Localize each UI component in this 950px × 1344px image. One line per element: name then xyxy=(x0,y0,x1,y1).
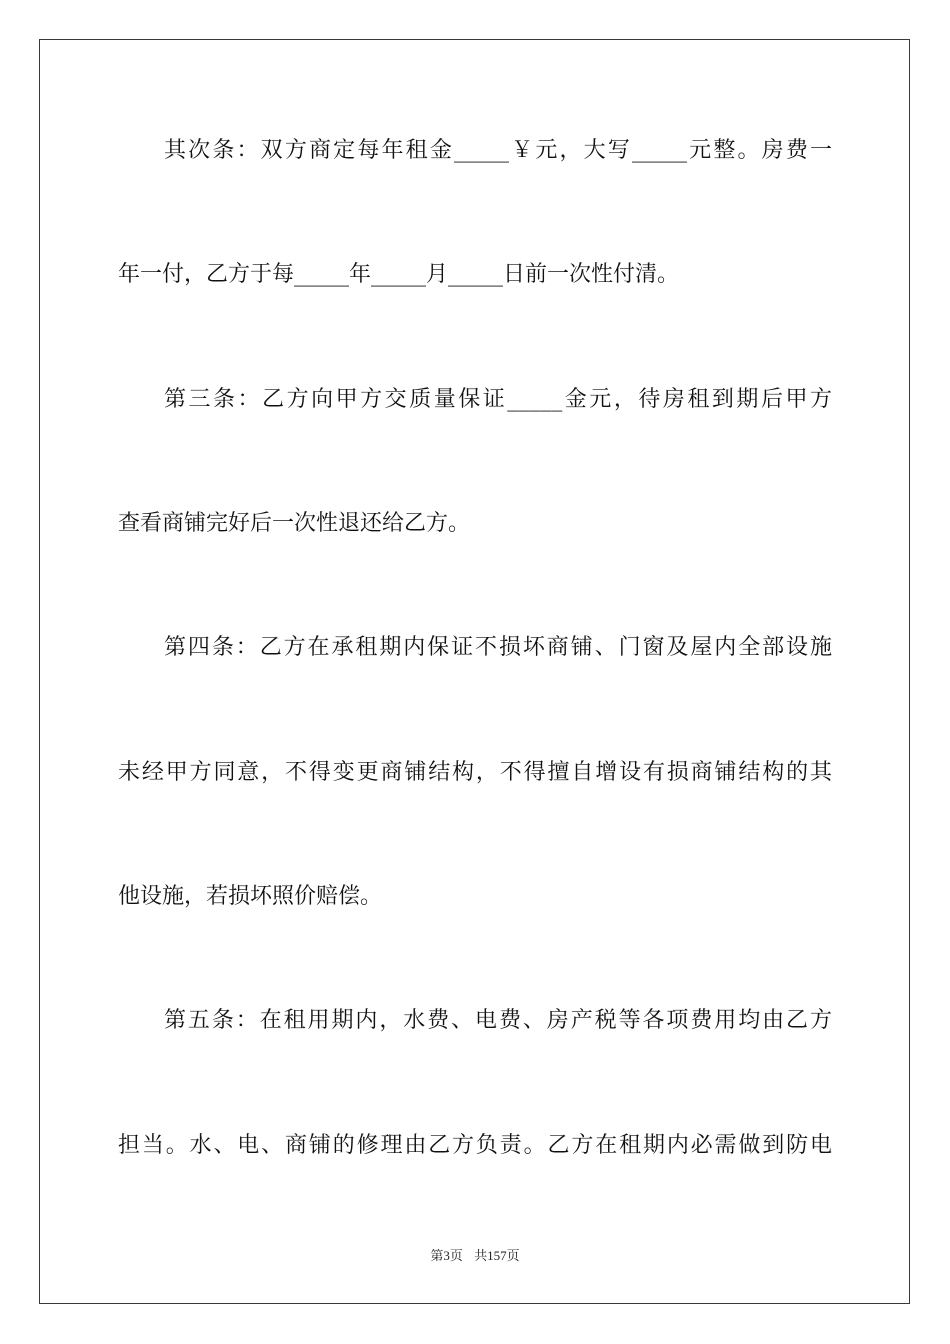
text-line-8: 第五条：在租用期内，水费、电费、房产税等各项费用均由乙方 xyxy=(164,1008,832,1033)
page-number: 第3页 xyxy=(430,1248,463,1263)
page-total: 共157页 xyxy=(474,1248,520,1263)
text-line-6: 未经甲方同意，不得变更商铺结构，不得擅自增设有损商铺结构的其 xyxy=(118,760,832,785)
text-line-1: 其次条：双方商定每年租金_____￥元，大写_____元整。房费一 xyxy=(164,138,832,163)
text-line-5: 第四条：乙方在承租期内保证不损坏商铺、门窗及屋内全部设施 xyxy=(164,635,832,660)
page-footer xyxy=(0,1247,950,1265)
text-line-4: 查看商铺完好后一次性退还给乙方。 xyxy=(118,511,471,536)
text-line-7: 他设施，若损坏照价赔偿。 xyxy=(118,884,383,909)
text-line-9: 担当。水、电、商铺的修理由乙方负责。乙方在租期内必需做到防电 xyxy=(118,1133,832,1158)
text-line-3: 第三条：乙方向甲方交质量保证_____金元，待房租到期后甲方 xyxy=(164,387,832,412)
page-border xyxy=(39,39,910,1304)
text-line-2: 年一付，乙方于每_____年_____月_____日前一次性付清。 xyxy=(118,262,680,287)
